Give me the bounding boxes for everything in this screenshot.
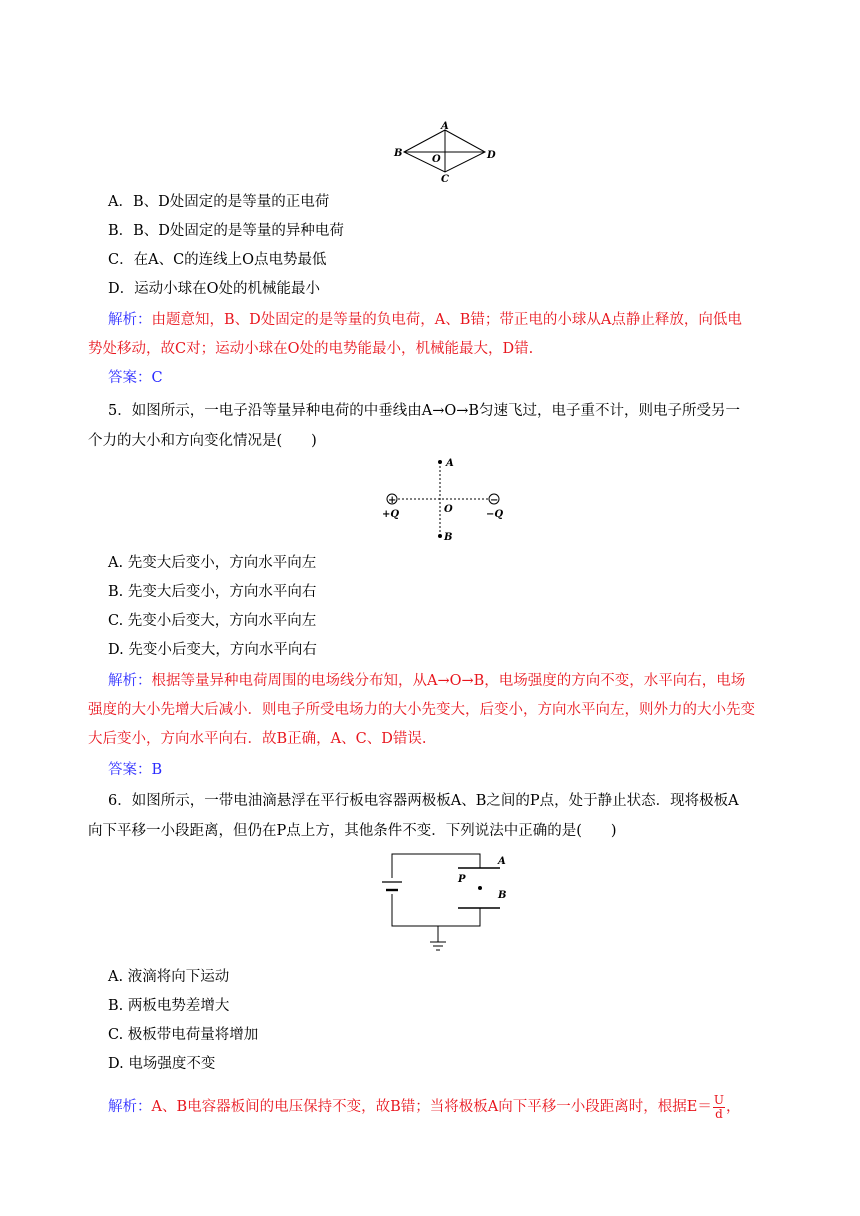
label-a: A — [498, 856, 506, 867]
q6-stem-line2: 向下平移一小段距离，但仍在P点上方，其他条件不变．下列说法中正确的是( ) — [88, 823, 617, 839]
rhombus-figure — [388, 118, 508, 184]
q5-analysis-label: 解析： — [108, 673, 152, 689]
dipole-figure — [376, 452, 516, 548]
q4-option-b: B．B、D处固定的是等量的异种电荷 — [108, 223, 344, 239]
oil-drop-p — [478, 886, 482, 890]
q5-stem-line1: 5．如图所示，一电子沿等量异种电荷的中垂线由A→O→B匀速飞过，电子重不计，则电子所受另一 — [108, 403, 741, 419]
q6-analysis-tail: ， — [725, 1099, 741, 1115]
q4-option-a: A．B、D处固定的是等量的正电荷 — [108, 194, 330, 210]
circuit-top-wire — [392, 854, 480, 878]
q5-stem-line2: 个力的大小和方向变化情况是( ) — [88, 433, 317, 449]
q4-option-d: D．运动小球在O处的机械能最小 — [108, 281, 321, 297]
q4-answer-value: C — [151, 370, 163, 386]
q4-analysis-line2: 势处移动，故C对；运动小球在O处的电势能最小，机械能最大，D错. — [88, 341, 534, 357]
q4-analysis-label: 解析： — [108, 312, 152, 328]
formula-numerator: U — [713, 1092, 724, 1107]
q6-option-c: C. 极板带电荷量将增加 — [108, 1027, 259, 1043]
circuit-bottom-wire — [392, 894, 480, 926]
q4-answer — [108, 368, 798, 388]
label-p: P — [458, 874, 466, 885]
label-o: O — [444, 504, 453, 515]
q4-analysis-line1 — [108, 310, 798, 330]
point-a — [438, 460, 442, 464]
q4-answer-label: 答案： — [108, 370, 152, 386]
q6-option-b: B. 两板电势差增大 — [108, 998, 230, 1014]
q5-option-a: A. 先变大后变小，方向水平向左 — [108, 555, 317, 571]
q6-analysis-text1: A、B电容器板间的电压保持不变，故B错；当将极板A向下平移一小段距离时，根据E＝ — [151, 1099, 712, 1115]
label-b: B — [394, 148, 403, 159]
q4-option-c: C．在A、C的连线上O点电势最低 — [108, 252, 327, 268]
q5-answer-label: 答案： — [108, 762, 152, 778]
q5-answer-value: B — [151, 762, 163, 778]
q5-analysis-line2: 强度的大小先增大后减小．则电子所受电场力的大小先变大，后变小，方向水平向左，则外力的大小先变 — [88, 702, 755, 718]
label-plus-q: +Q — [382, 509, 400, 520]
q5-answer — [108, 760, 798, 780]
label-c: C — [441, 174, 449, 184]
q4-analysis-text1: 由题意知，B、D处固定的是等量的负电荷，A、B错；带正电的小球从A点静止释放，向低电 — [151, 312, 742, 328]
q5-analysis-line1 — [108, 671, 798, 691]
q6-option-d: D. 电场强度不变 — [108, 1056, 216, 1072]
q6-option-a: A. 液滴将向下运动 — [108, 969, 230, 985]
negative-sign: − — [490, 495, 499, 506]
q5-option-b: B. 先变大后变小，方向水平向右 — [108, 584, 317, 600]
q5-option-c: C. 先变小后变大，方向水平向左 — [108, 613, 317, 629]
label-b: B — [444, 532, 453, 543]
formula-denominator: d — [715, 1106, 723, 1121]
label-o: O — [432, 154, 441, 165]
positive-sign: + — [388, 495, 397, 506]
label-a: A — [446, 458, 454, 469]
label-minus-q: −Q — [486, 509, 504, 520]
q6-stem-line1: 6．如图所示，一带电油滴悬浮在平行板电容器两极板A、B之间的P点，处于静止状态．现将极板A — [108, 793, 739, 809]
label-a: A — [441, 121, 449, 132]
q6-analysis-line1 — [108, 1093, 798, 1121]
label-d: D — [487, 150, 496, 161]
label-b: B — [498, 890, 507, 901]
q5-analysis-line3: 大后变小，方向水平向右．故B正确，A、C、D错误. — [88, 731, 427, 747]
formula-u-over-d — [713, 1094, 725, 1121]
q5-analysis-text1: 根据等量异种电荷周围的电场线分布知，从A→O→B，电场强度的方向不变，水平向右，电场 — [151, 673, 746, 689]
q5-option-d: D. 先变小后变大，方向水平向右 — [108, 642, 317, 658]
capacitor-circuit-figure — [376, 846, 516, 962]
q6-analysis-label: 解析： — [108, 1099, 152, 1115]
point-b — [438, 534, 442, 538]
